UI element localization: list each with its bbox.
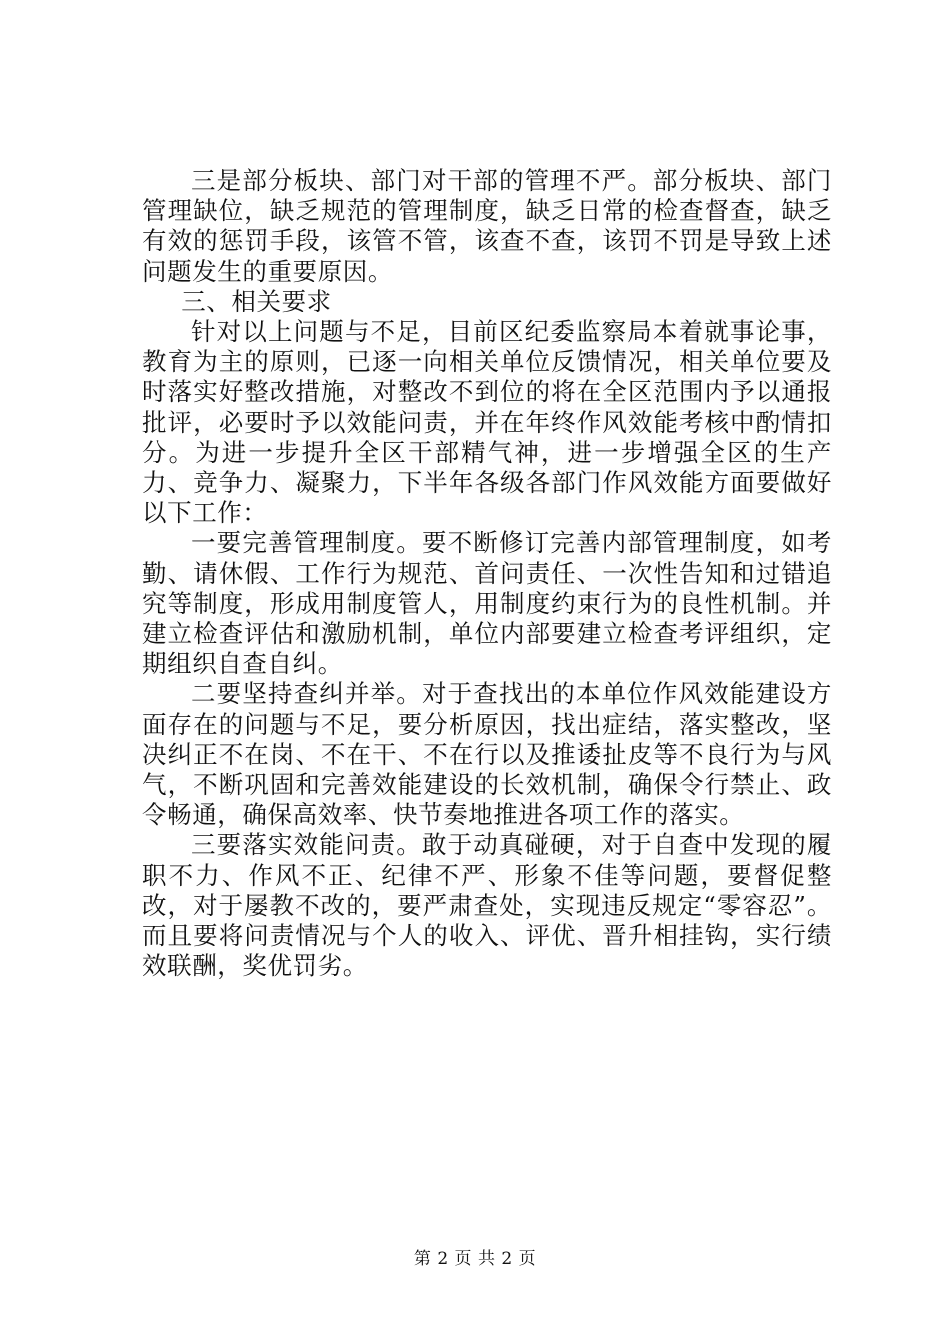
paragraph-feedback: 针对以上问题与不足，目前区纪委监察局本着就事论事，教育为主的原则，已逐一向相关单位反馈情况，相关单位要及时落实好整改措施，对整改不到位的将在全区范围内予以通报批评，必要时予以效能问责，并在年终作风效能考核中酌情扣分。为进一步提升全区干部精气神，进一步增强全区的生产力、竞争力、凝聚力，下半年各级各部门作风效能方面要做好以下工作： [142, 317, 832, 528]
document-body [142, 166, 832, 981]
paragraph-accountability: 三要落实效能问责。敢于动真碰硬，对于自查中发现的履职不力、作风不正、纪律不严、形象不佳等问题，要督促整改，对于屡教不改的，要严肃查处，实现违反规定“零容忍”。而且要将问责情况与个人的收入、评优、晋升相挂钩，实行绩效联酬，奖优罚劣。 [142, 830, 832, 981]
page-footer: 第 2 页 共 2 页 [413, 1249, 537, 1269]
paragraph-improve-system: 一要完善管理制度。要不断修订完善内部管理制度，如考勤、请休假、工作行为规范、首问责任、一次性告知和过错追究等制度，形成用制度管人，用制度约束行为的良性机制。并建立检查评估和激励机制，单位内部要建立检查考评组织，定期组织自查自纠。 [142, 528, 832, 679]
paragraph-inspect-correct: 二要坚持查纠并举。对于查找出的本单位作风效能建设方面存在的问题与不足，要分析原因，找出症结，落实整改，坚决纠正不在岗、不在干、不在行以及推诿扯皮等不良行为与风气，不断巩固和完善效能建设的长效机制，确保令行禁止、政令畅通，确保高效率、快节奏地推进各项工作的落实。 [142, 679, 832, 830]
section-heading-requirements: 三、相关要求 [181, 286, 332, 316]
paragraph-management-lax: 三是部分板块、部门对干部的管理不严。部分板块、部门管理缺位，缺乏规范的管理制度，缺乏日常的检查督查，缺乏有效的惩罚手段，该管不管，该查不查，该罚不罚是导致上述问题发生的重要原因。 [142, 166, 832, 286]
